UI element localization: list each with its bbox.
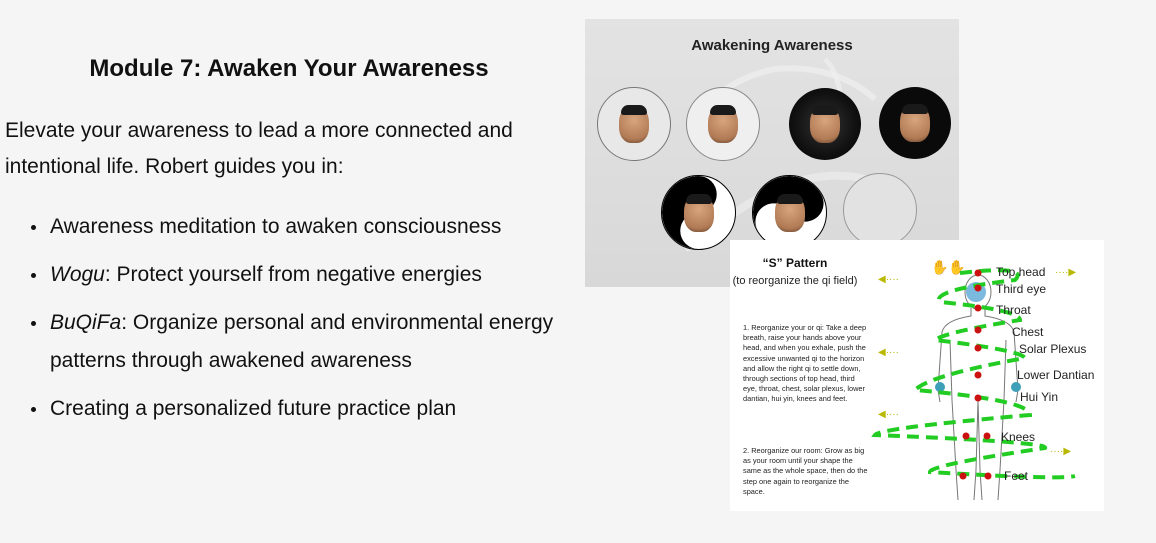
topic-item	[50, 390, 570, 428]
topic-text: : Protect yourself from negative energies	[104, 263, 482, 286]
yin-yang-portrait	[661, 175, 736, 250]
svg-text:◀····: ◀····	[878, 274, 900, 285]
topic-item	[50, 256, 570, 294]
topic-text: Creating a personalized future practice plan	[50, 397, 457, 420]
module-topics-list	[50, 208, 570, 438]
portrait-circle	[789, 88, 861, 160]
face-icon	[684, 194, 714, 232]
face-icon	[775, 194, 805, 232]
s-pattern-step-2: 2. Reorganize our room: Grow as big as your room until your shape the same as the whole space, then do the step one again to reorganize the space.	[743, 446, 868, 496]
s-pattern-image	[730, 240, 1104, 511]
label-hui-yin: Hui Yin	[1020, 390, 1059, 404]
portrait-circle	[686, 87, 760, 161]
face-icon	[810, 105, 840, 143]
label-lower-dantian: Lower Dantian	[1017, 368, 1095, 382]
portrait-circle	[879, 87, 951, 159]
label-knees: Knees	[1001, 430, 1036, 444]
empty-circle	[843, 173, 917, 247]
s-pattern-title: “S” Pattern	[762, 256, 828, 270]
s-pattern-subtitle: (to reorganize the qi field)	[732, 275, 858, 287]
svg-text:◀····: ◀····	[878, 347, 900, 358]
topic-label: Wogu	[50, 263, 105, 286]
module-title: Module 7: Awaken Your Awareness	[89, 55, 489, 82]
label-feet: Feet	[1004, 469, 1029, 483]
svg-text:····▶: ····▶	[1055, 267, 1077, 278]
image-title: Awakening Awareness	[691, 37, 853, 54]
svg-text:····▶: ····▶	[1050, 446, 1072, 457]
topic-item	[50, 304, 570, 380]
topic-label: BuQiFa	[50, 311, 122, 334]
face-icon	[708, 105, 738, 143]
yin-yang-portrait	[752, 175, 827, 250]
label-throat: Throat	[996, 303, 1031, 317]
module-intro: Elevate your awareness to lead a more connected and intentional life. Robert guides you in:	[5, 119, 513, 178]
portrait-circle	[597, 87, 671, 161]
raised-hands-icon: ✋✋	[931, 259, 966, 275]
topic-item	[50, 208, 570, 246]
face-icon	[900, 104, 930, 142]
svg-text:◀····: ◀····	[878, 409, 900, 420]
face-icon	[619, 105, 649, 143]
label-chest: Chest	[1012, 325, 1044, 339]
label-top-head: Top head	[996, 265, 1046, 279]
label-solar-plexus: Solar Plexus	[1019, 342, 1087, 356]
s-pattern-step-1: 1. Reorganize your or qi: Take a deep breath, raise your hands above your head, and when you exhale, push the excessive unwanted qi to the horizon and allow the right qi to settle down, through sections of top head, third eye, throat, chest, solar plexus, lower dantian, hui yin, knees and feet.	[743, 323, 867, 404]
label-third-eye: Third eye	[996, 282, 1047, 296]
topic-text: : Organize personal and environmental energy patterns through awakened awareness	[50, 311, 554, 372]
topic-text: Awareness meditation to awaken consciousness	[50, 215, 502, 238]
